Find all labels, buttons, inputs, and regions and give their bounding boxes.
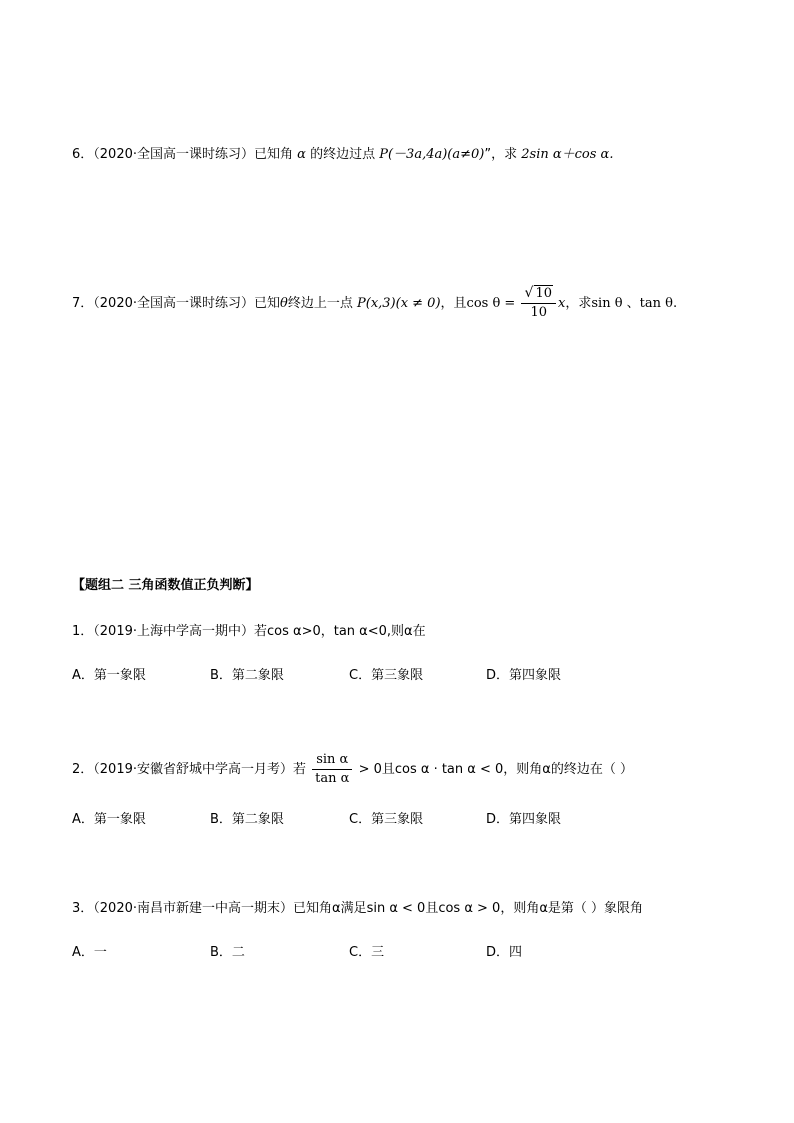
math-expression: 2sin α＋cos α.	[521, 147, 614, 162]
math-point: P(x,3)(x ≠ 0)	[357, 296, 441, 311]
question-source: （2020·全国高一课时练习）	[93, 296, 254, 311]
question-text: 的终边过点	[310, 147, 376, 162]
question-text: 终边上一点	[287, 296, 353, 311]
option-a[interactable]: A．一	[72, 945, 107, 960]
question-text: 已知角	[254, 147, 294, 162]
math-variable: α	[297, 147, 306, 162]
math-point: P(－3a,4a)(a≠0)	[379, 147, 485, 162]
sqrt-symbol	[524, 286, 553, 302]
question-text: 若cos α>0，tan α<0,则α在	[254, 624, 426, 639]
question-number: 2．	[72, 762, 94, 777]
question-number: 3．	[72, 901, 94, 916]
option-b[interactable]: B．二	[210, 945, 245, 960]
option-d[interactable]: D．第四象限	[486, 668, 562, 683]
math-fraction	[521, 286, 556, 321]
question-6	[72, 145, 613, 165]
math-ask: sin θ 、tan θ.	[591, 296, 678, 311]
question-7	[72, 286, 677, 321]
option-c[interactable]: C．三	[349, 945, 385, 960]
question-text: ，求	[565, 296, 592, 311]
question-text: 已知	[254, 296, 281, 311]
question-source: （2019·安徽省舒城中学高一月考）	[93, 762, 293, 777]
fraction-numerator: 10	[535, 286, 552, 301]
question-source: （2020·南昌市新建一中高一期末）	[93, 901, 293, 916]
question-source: （2020·全国高一课时练习）	[93, 147, 254, 162]
question-number: 1．	[72, 624, 94, 639]
question-text: > 0且cos α · tan α < 0，则角α的终边在（ ）	[358, 762, 633, 777]
question-text: 若	[293, 762, 307, 777]
math-fraction	[312, 752, 352, 787]
question-source: （2019·上海中学高一期中）	[93, 624, 254, 639]
section-question-3	[72, 899, 643, 919]
question-text: ，且	[440, 296, 467, 311]
option-a[interactable]: A．第一象限	[72, 668, 146, 683]
fraction-denominator: tan α	[315, 771, 350, 786]
section-question-2	[72, 752, 633, 787]
option-d[interactable]: D．四	[486, 945, 523, 960]
question-text: 已知角α满足sin α < 0且cos α > 0，则角α是第（ ）象限角	[293, 901, 644, 916]
question-number: 7．	[72, 296, 94, 311]
math-rhs: x	[558, 296, 566, 311]
math-variable: θ	[280, 296, 288, 311]
question-number: 6．	[72, 147, 94, 162]
option-a[interactable]: A．第一象限	[72, 812, 146, 827]
option-d[interactable]: D．第四象限	[486, 812, 562, 827]
option-b[interactable]: B．第二象限	[210, 668, 284, 683]
section-question-1	[72, 622, 426, 642]
section-title: 【题组二 三角函数值正负判断】	[72, 578, 259, 593]
question-text: ”，求	[484, 147, 518, 162]
option-c[interactable]: C．第三象限	[349, 812, 424, 827]
option-c[interactable]: C．第三象限	[349, 668, 424, 683]
fraction-numerator: sin α	[312, 752, 352, 770]
math-lhs: cos θ =	[466, 296, 516, 311]
fraction-denominator: 10	[530, 305, 547, 320]
option-b[interactable]: B．第二象限	[210, 812, 284, 827]
